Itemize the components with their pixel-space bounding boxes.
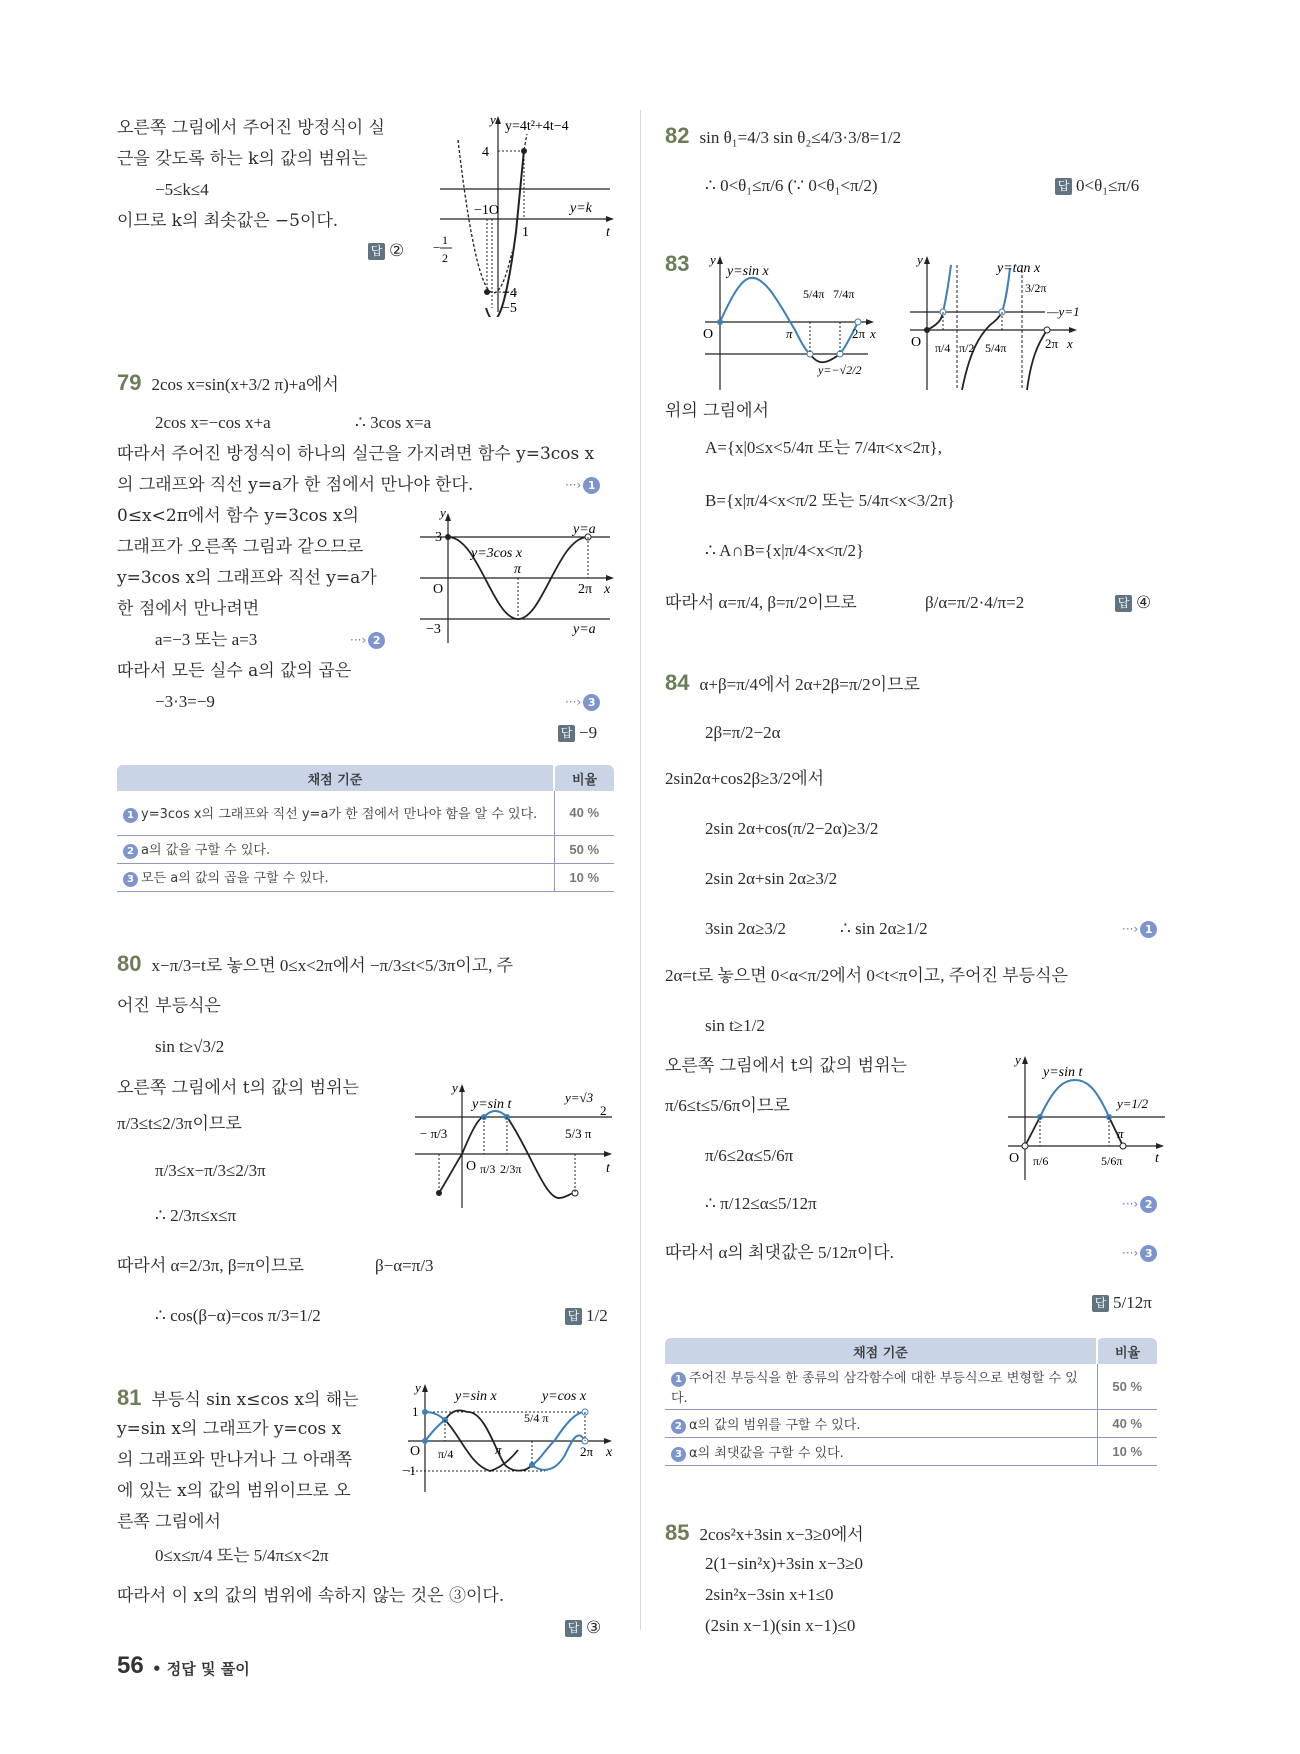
svg-text:y=a: y=a <box>573 522 596 537</box>
svg-text:y=a: y=a <box>573 622 596 637</box>
p83-graph-sin <box>700 250 880 395</box>
p84-header: 84 α+β=π/4에서 2α+2β=π/2이므로 <box>665 670 920 695</box>
p83-graph-tan <box>905 250 1105 395</box>
svg-text:π: π <box>514 562 522 577</box>
step-marker-2: ···› 2 <box>350 632 385 649</box>
svg-text:y: y <box>452 1080 458 1095</box>
svg-text:y=sin t: y=sin t <box>472 1097 512 1112</box>
p83-line2: A={x|0≤x<5/4π 또는 7/4π<x<2π}, <box>705 438 942 457</box>
svg-text:y=−√2/2: y=−√2/2 <box>818 363 862 377</box>
svg-text:y=√3: y=√3 <box>565 1090 594 1105</box>
p79-line8: 한 점에서 만나려면 <box>117 599 260 619</box>
svg-text:y=sin x: y=sin x <box>455 1389 497 1404</box>
svg-text:−1O: −1O <box>474 203 500 218</box>
svg-text:t: t <box>606 1161 610 1176</box>
svg-text:2π: 2π <box>578 582 593 597</box>
p80-line5: π/3≤t≤2/3π이므로 <box>117 1114 242 1133</box>
p85-line3: 2sin²x−3sin x+1≤0 <box>705 1585 834 1604</box>
step-marker-3: ···› 3 <box>1122 1245 1157 1262</box>
svg-text:−3: −3 <box>426 622 441 637</box>
answer-mark-icon: 답 <box>1115 595 1132 612</box>
p78-line4: 이므로 k의 최솟값은 −5이다. <box>117 211 339 231</box>
p85-header: 85 2cos²x+3sin x−3≥0에서 <box>665 1520 864 1545</box>
svg-text:y: y <box>440 505 446 520</box>
svg-text:t: t <box>1155 1151 1159 1166</box>
svg-text:y: y <box>1015 1052 1021 1067</box>
table-row: 3 α의 최댓값을 구할 수 있다. 10 % <box>665 1438 1157 1466</box>
svg-text:y=1/2: y=1/2 <box>1117 1096 1149 1111</box>
p83-header <box>665 253 689 277</box>
p84-line7: 2α=t로 놓으면 0<α<π/2에서 0<t<π이고, 주어진 부등식은 <box>665 966 1068 985</box>
svg-text:5/4π: 5/4π <box>803 287 825 301</box>
p80-line8b: β−α=π/3 <box>375 1256 434 1275</box>
svg-text:y=3cos x: y=3cos x <box>471 546 523 561</box>
p80-line3: sin t≥√3/2 <box>155 1037 225 1056</box>
p84-line11: π/6≤2α≤5/6π <box>705 1146 794 1165</box>
svg-text:π: π <box>786 326 793 341</box>
p85-line4: (2sin x−1)(sin x−1)≤0 <box>705 1616 856 1635</box>
answer-mark-icon: 답 <box>1055 178 1072 195</box>
problem-number: 81 <box>117 1385 142 1410</box>
svg-text:y: y <box>490 112 496 127</box>
p80-header: 80 x−π/3=t로 놓으면 0≤x<2π에서 −π/3≤t<5/3π이고, 주 <box>117 951 514 976</box>
p84-line6b: ∴ sin 2α≥1/2 <box>840 919 928 938</box>
p81-line2: y=sin x의 그래프가 y=cos x <box>117 1419 342 1439</box>
svg-text:1: 1 <box>522 225 529 240</box>
p79-graph-3cos <box>418 505 618 645</box>
criteria-header: 채점 기준 <box>117 765 554 791</box>
answer-mark-icon: 답 <box>558 725 575 742</box>
p79-answer: 답 −9 <box>558 722 597 744</box>
svg-text:y=cos x: y=cos x <box>542 1389 587 1404</box>
svg-text:y=k: y=k <box>570 201 592 216</box>
page-number: 56 <box>117 1652 144 1679</box>
p83-line1: 위의 그림에서 <box>665 401 769 421</box>
table-row: 1 y=3cos x의 그래프와 직선 y=a가 한 점에서 만나야 함을 알 수 있다. 40 % <box>117 791 614 835</box>
p83-line3: B={x|π/4<x<π/2 또는 5/4π<x<3/2π} <box>705 491 956 510</box>
svg-text:2π: 2π <box>852 326 866 341</box>
svg-text:O: O <box>433 582 444 597</box>
p83-line4: ∴ A∩B={x|π/4<x<π/2} <box>705 541 865 560</box>
p80-line4: 오른쪽 그림에서 t의 값의 범위는 <box>117 1078 359 1098</box>
p84-line6a: 3sin 2α≥3/2 <box>705 919 787 938</box>
p81-line3: 의 그래프와 만나거나 그 아래쪽 <box>117 1450 353 1470</box>
p79-line10: 따라서 모든 실수 a의 값의 곱은 <box>117 661 352 681</box>
p84-line2: 2β=π/2−2α <box>705 723 781 742</box>
p81-answer: 답 ③ <box>565 1617 601 1639</box>
answer-mark-icon: 답 <box>368 243 385 260</box>
p79-line3: 따라서 주어진 방정식이 하나의 실근을 가지려면 함수 y=3cos x <box>117 444 595 464</box>
p82-header: 82 sin θ₁=4/3 sin θ₂≤4/3·3/8=1/2 <box>665 123 902 148</box>
svg-text:1: 1 <box>442 233 448 247</box>
svg-text:π/3: π/3 <box>480 1162 496 1176</box>
section-label: • 정답 및 풀이 <box>152 1660 250 1678</box>
svg-text:5/4 π: 5/4 π <box>524 1411 549 1425</box>
p80-graph-sin <box>410 1080 620 1215</box>
svg-text:5/6π: 5/6π <box>1101 1154 1123 1168</box>
svg-text:π/4: π/4 <box>438 1447 454 1461</box>
p84-answer: 답 5/12π <box>1092 1292 1152 1314</box>
criteria-header: 채점 기준 <box>665 1338 1097 1364</box>
svg-text:2/3π: 2/3π <box>500 1162 522 1176</box>
p78-line3: −5≤k≤4 <box>155 180 209 199</box>
svg-text:2: 2 <box>442 251 448 265</box>
step-marker-1: ···› 1 <box>1122 921 1157 938</box>
column-divider <box>640 110 641 1630</box>
p83-line5a: 따라서 α=π/4, β=π/2이므로 <box>665 593 857 612</box>
svg-text:5/3 π: 5/3 π <box>565 1126 592 1141</box>
p80-line7: ∴ 2/3π≤x≤π <box>155 1206 237 1225</box>
svg-text:5/4π: 5/4π <box>985 341 1007 355</box>
svg-text:y=sin x: y=sin x <box>727 264 769 279</box>
p79-criteria-table <box>117 765 614 892</box>
svg-text:4: 4 <box>482 145 489 160</box>
p81-line5: 른쪽 그림에서 <box>117 1512 221 1532</box>
p83-answer: 답 ④ <box>1115 592 1151 614</box>
svg-text:t: t <box>606 225 610 240</box>
svg-text:x: x <box>1067 336 1073 351</box>
ratio-header: 비율 <box>554 765 614 791</box>
svg-text:π/4: π/4 <box>935 341 951 355</box>
p79-line11: −3·3=−9 <box>155 692 215 711</box>
p84-line5: 2sin 2α+sin 2α≥3/2 <box>705 869 838 888</box>
step-marker-3: ···› 3 <box>565 694 600 711</box>
svg-text:π: π <box>1117 1126 1124 1141</box>
svg-text:3: 3 <box>435 530 442 545</box>
p84-line4: 2sin 2α+cos(π/2−2α)≥3/2 <box>705 819 879 838</box>
p84-line8: sin t≥1/2 <box>705 1016 765 1035</box>
svg-text:O: O <box>703 327 714 342</box>
svg-text:x: x <box>604 582 611 597</box>
p84-line13: 따라서 α의 최댓값은 5/12π이다. <box>665 1243 894 1262</box>
p84-line9: 오른쪽 그림에서 t의 값의 범위는 <box>665 1056 907 1076</box>
svg-text:2π: 2π <box>1045 336 1059 351</box>
svg-text:− π/3: − π/3 <box>420 1126 448 1141</box>
p81-line7: 따라서 이 x의 값의 범위에 속하지 않는 것은 ③이다. <box>117 1586 505 1606</box>
problem-number: 82 <box>665 123 690 148</box>
p85-line2: 2(1−sin²x)+3sin x−3≥0 <box>705 1554 863 1573</box>
p78-answer: 답 ② <box>368 240 404 262</box>
svg-text:y=4t²+4t−4: y=4t²+4t−4 <box>505 119 569 134</box>
svg-text:2π: 2π <box>580 1444 594 1459</box>
problem-number: 79 <box>117 370 142 395</box>
svg-text:y: y <box>917 252 923 267</box>
svg-text:−: − <box>433 240 441 255</box>
p79-line4: 의 그래프와 직선 y=a가 한 점에서 만나야 한다. <box>117 475 474 495</box>
p79-line5: 0≤x<2π에서 함수 y=3cos x의 <box>117 506 359 526</box>
svg-text:y=sin t: y=sin t <box>1043 1065 1083 1080</box>
problem-number: 84 <box>665 670 690 695</box>
p84-criteria-table <box>665 1338 1157 1466</box>
svg-text:x: x <box>870 326 876 341</box>
svg-text:π/6: π/6 <box>1033 1154 1049 1168</box>
svg-text:7/4π: 7/4π <box>833 287 855 301</box>
problem-number: 83 <box>665 251 690 276</box>
ratio-header: 비율 <box>1097 1338 1157 1364</box>
svg-text:x: x <box>606 1445 613 1460</box>
svg-text:−1: −1 <box>402 1463 416 1478</box>
step-marker-2: ···› 2 <box>1122 1196 1157 1213</box>
table-row: 2 a의 값을 구할 수 있다. 50 % <box>117 835 614 863</box>
svg-text:3/2π: 3/2π <box>1025 281 1047 295</box>
p79-line2a: 2cos x=−cos x+a <box>155 413 271 432</box>
p79-line7: y=3cos x의 그래프와 직선 y=a가 <box>117 568 377 588</box>
p80-line6: π/3≤x−π/3≤2/3π <box>155 1161 266 1180</box>
problem-number: 85 <box>665 1520 690 1545</box>
p82-line2: ∴ 0<θ₁≤π/6 (∵ 0<θ₁<π/2) <box>705 176 878 195</box>
svg-text:O: O <box>1009 1151 1020 1166</box>
p78-graph-parabola <box>430 112 620 317</box>
svg-text:O: O <box>410 1444 421 1459</box>
table-row: 2 α의 값의 범위를 구할 수 있다. 40 % <box>665 1410 1157 1438</box>
p78-line1: 오른쪽 그림에서 주어진 방정식이 실 <box>117 118 385 138</box>
svg-text:O: O <box>911 335 922 350</box>
svg-text:π: π <box>495 1442 502 1457</box>
p81-line6: 0≤x≤π/4 또는 5/4π≤x<2π <box>155 1546 329 1565</box>
p81-header: 81 부등식 sin x≤cos x의 해는 <box>117 1385 359 1410</box>
svg-text:O: O <box>466 1159 477 1174</box>
step-marker-1: ···› 1 <box>565 477 600 494</box>
answer-mark-icon: 답 <box>565 1620 582 1637</box>
p80-line2: 어진 부등식은 <box>117 996 221 1016</box>
p79-line2b: ∴ 3cos x=a <box>355 413 432 432</box>
p80-line8a: 따라서 α=2/3π, β=π이므로 <box>117 1256 304 1275</box>
answer-mark-icon: 답 <box>565 1308 582 1325</box>
problem-number: 80 <box>117 951 142 976</box>
p80-answer: 답 1/2 <box>565 1305 608 1327</box>
svg-text:−5: −5 <box>502 301 517 316</box>
p84-line12: ∴ π/12≤α≤5/12π <box>705 1194 817 1213</box>
svg-text:y=tan x: y=tan x <box>997 261 1041 276</box>
p81-line4: 에 있는 x의 값의 범위이므로 오 <box>117 1481 351 1501</box>
svg-text:1: 1 <box>412 1404 419 1419</box>
p84-graph-sin <box>1005 1050 1170 1185</box>
p81-graph-sin-cos <box>400 1380 620 1495</box>
svg-text:−4: −4 <box>502 286 517 301</box>
p79-line9: a=−3 또는 a=3 <box>155 630 258 649</box>
svg-text:y: y <box>415 1380 421 1395</box>
answer-mark-icon: 답 <box>1092 1295 1109 1312</box>
p84-line10: π/6≤t≤5/6π이므로 <box>665 1096 790 1115</box>
table-row: 3 모든 a의 값의 곱을 구할 수 있다. 10 % <box>117 863 614 891</box>
p78-line2: 근을 갖도록 하는 k의 값의 범위는 <box>117 149 368 169</box>
p79-line6: 그래프가 오른쪽 그림과 같으므로 <box>117 537 364 557</box>
svg-text:π/2: π/2 <box>959 341 975 355</box>
p79-header: 79 2cos x=sin(x+3/2 π)+a에서 <box>117 370 339 395</box>
svg-text:2: 2 <box>600 1103 607 1118</box>
p84-line3: 2sin2α+cos2β≥3/2에서 <box>665 769 825 788</box>
svg-text:—y=1: —y=1 <box>1047 304 1080 319</box>
p82-answer: 답 0<θ₁≤π/6 <box>1055 175 1139 197</box>
table-row: 1 주어진 부등식을 한 종류의 삼각함수에 대한 부등식으로 변형할 수 있다. 50 % <box>665 1364 1157 1410</box>
p80-line9: ∴ cos(β−α)=cos π/3=1/2 <box>155 1306 321 1325</box>
p83-line5b: β/α=π/2·4/π=2 <box>925 593 1025 612</box>
svg-text:y: y <box>710 252 716 267</box>
